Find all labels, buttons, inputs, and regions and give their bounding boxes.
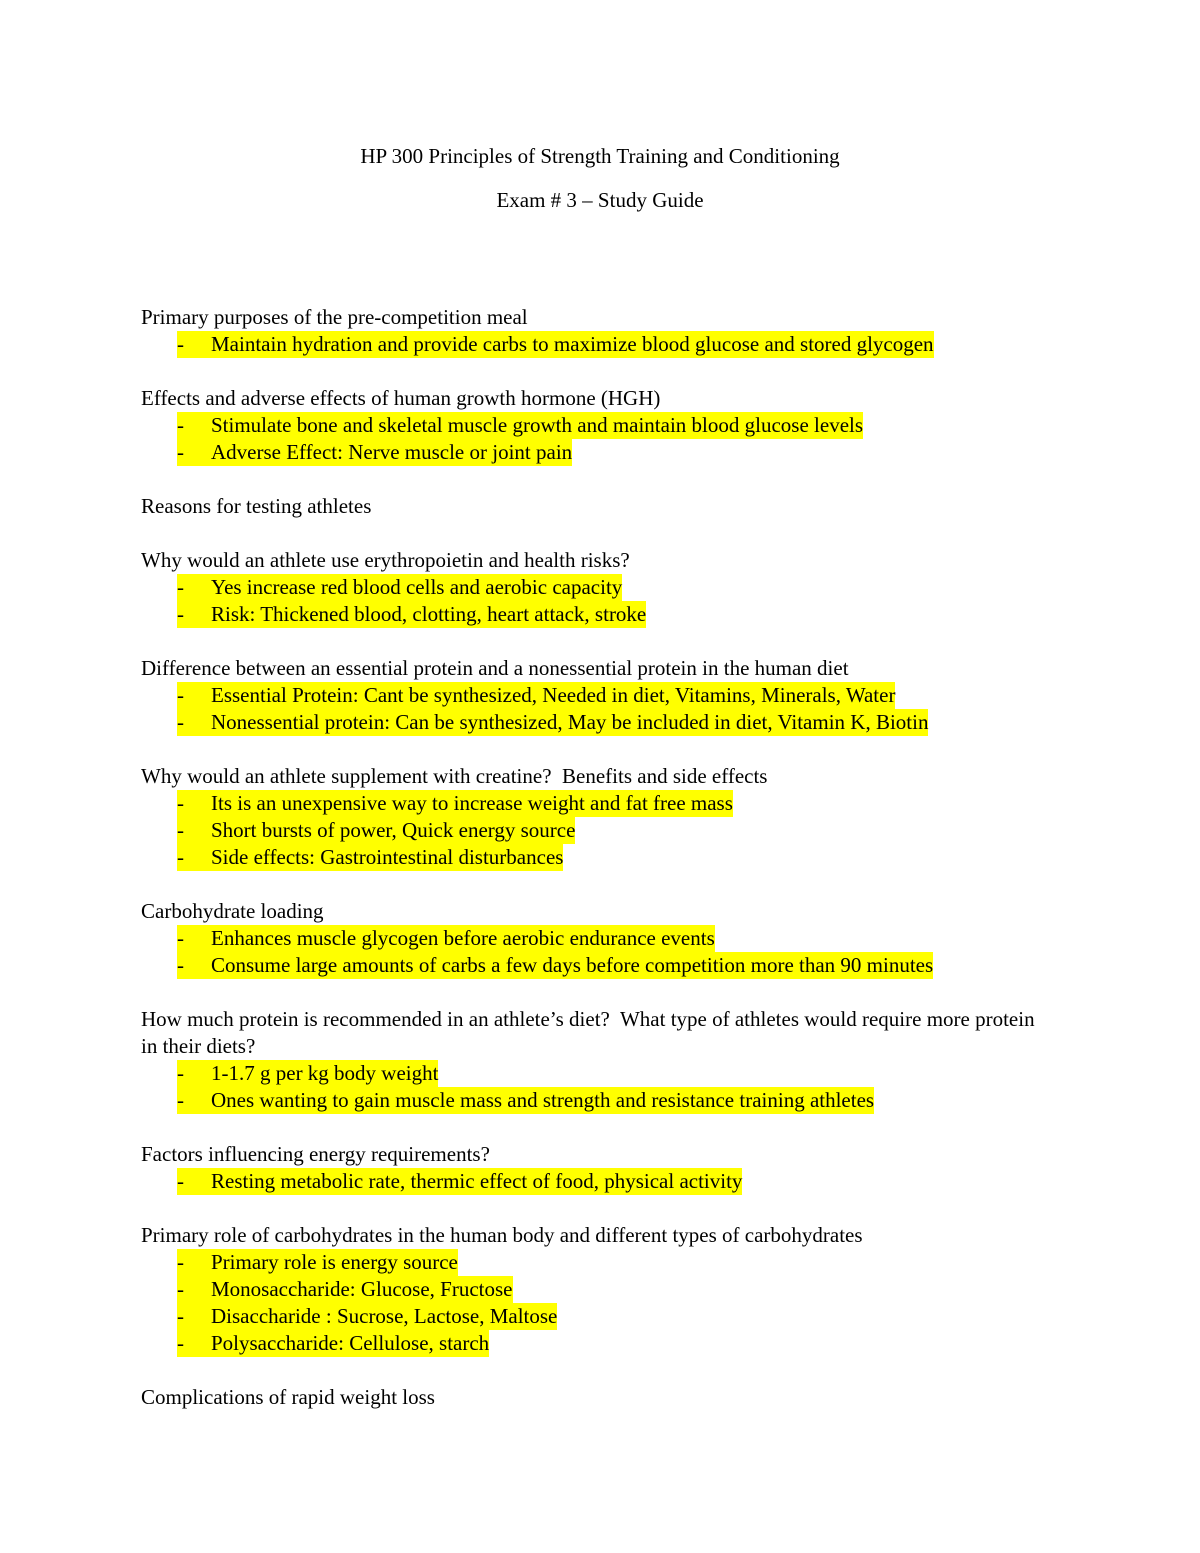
study-guide-section — [141, 493, 1041, 520]
answer-item — [141, 439, 1041, 466]
dash-bullet — [177, 1087, 212, 1114]
section-question: Factors influencing energy requirements? — [141, 1142, 490, 1166]
answer-item — [141, 1303, 1041, 1330]
highlighted-answer: Monosaccharide: Glucose, Fructose — [211, 1277, 513, 1301]
highlighted-answer: Disaccharide : Sucrose, Lactose, Maltose — [211, 1304, 558, 1328]
answer-item — [141, 601, 1041, 628]
dash-bullet — [177, 952, 212, 979]
answer-item — [141, 1168, 1041, 1195]
dash-bullet — [177, 1060, 212, 1087]
highlighted-answer: Ones wanting to gain muscle mass and strength and resistance training athletes — [211, 1088, 875, 1112]
highlighted-answer: Nonessential protein: Can be synthesized, May be included in diet, Vitamin K, Biotin — [211, 710, 929, 734]
answer-list — [141, 1249, 1041, 1357]
dash-glyph: - — [177, 818, 184, 842]
dash-bullet — [177, 925, 212, 952]
highlighted-answer: Resting metabolic rate, thermic effect of food, physical activity — [211, 1169, 743, 1193]
study-guide-section — [141, 304, 1041, 358]
section-question: Reasons for testing athletes — [141, 494, 372, 518]
highlighted-answer: Stimulate bone and skeletal muscle growth and maintain blood glucose levels — [211, 413, 864, 437]
answer-item — [141, 1249, 1041, 1276]
study-guide-section — [141, 1222, 1041, 1357]
section-question: Why would an athlete supplement with creatine? Benefits and side effects — [141, 764, 768, 788]
answer-item — [141, 412, 1041, 439]
study-guide-section — [141, 547, 1041, 628]
study-guide-content — [141, 304, 1041, 1438]
highlighted-answer: Adverse Effect: Nerve muscle or joint pain — [211, 440, 573, 464]
section-question: Effects and adverse effects of human growth hormone (HGH) — [141, 386, 661, 410]
answer-item — [141, 1276, 1041, 1303]
dash-glyph: - — [177, 791, 184, 815]
dash-bullet — [177, 1276, 212, 1303]
highlighted-answer: Essential Protein: Cant be synthesized, Needed in diet, Vitamins, Minerals, Water — [211, 683, 896, 707]
section-question: How much protein is recommended in an athlete’s diet? What type of athletes would require more protein in their diets? — [141, 1007, 1040, 1058]
answer-item — [141, 709, 1041, 736]
dash-bullet — [177, 1330, 212, 1357]
dash-glyph: - — [177, 575, 184, 599]
study-guide-section — [141, 655, 1041, 736]
answer-item — [141, 790, 1041, 817]
course-title: HP 300 Principles of Strength Training and Conditioning — [360, 144, 840, 168]
answer-item — [141, 1060, 1041, 1087]
dash-glyph: - — [177, 953, 184, 977]
dash-glyph: - — [177, 845, 184, 869]
answer-list — [141, 790, 1041, 871]
highlighted-answer: Risk: Thickened blood, clotting, heart attack, stroke — [211, 602, 647, 626]
answer-list — [141, 682, 1041, 736]
highlighted-answer: Consume large amounts of carbs a few days before competition more than 90 minutes — [211, 953, 934, 977]
dash-glyph: - — [177, 332, 184, 356]
answer-item — [141, 1087, 1041, 1114]
dash-bullet — [177, 709, 212, 736]
dash-glyph: - — [177, 1304, 184, 1328]
study-guide-section — [141, 1141, 1041, 1195]
dash-bullet — [177, 682, 212, 709]
dash-glyph: - — [177, 413, 184, 437]
study-guide-section — [141, 1384, 1041, 1411]
dash-bullet — [177, 412, 212, 439]
highlighted-answer: Yes increase red blood cells and aerobic capacity — [211, 575, 623, 599]
answer-item — [141, 331, 1041, 358]
section-question: Carbohydrate loading — [141, 899, 324, 923]
highlighted-answer: Short bursts of power, Quick energy source — [211, 818, 576, 842]
section-question: Difference between an essential protein and a nonessential protein in the human diet — [141, 656, 849, 680]
answer-item — [141, 952, 1041, 979]
dash-glyph: - — [177, 683, 184, 707]
highlighted-answer: Primary role is energy source — [211, 1250, 458, 1274]
study-guide-section — [141, 763, 1041, 871]
study-guide-section — [141, 898, 1041, 979]
answer-item — [141, 682, 1041, 709]
highlighted-answer: Its is an unexpensive way to increase weight and fat free mass — [211, 791, 733, 815]
answer-list — [141, 412, 1041, 466]
answer-list — [141, 1168, 1041, 1195]
dash-bullet — [177, 601, 212, 628]
answer-item — [141, 574, 1041, 601]
section-question: Complications of rapid weight loss — [141, 1385, 435, 1409]
dash-bullet — [177, 844, 212, 871]
section-question: Primary purposes of the pre-competition meal — [141, 305, 528, 329]
section-question: Primary role of carbohydrates in the human body and different types of carbohydrates — [141, 1223, 863, 1247]
answer-item — [141, 817, 1041, 844]
dash-glyph: - — [177, 710, 184, 734]
dash-bullet — [177, 1168, 212, 1195]
highlighted-answer: Side effects: Gastrointestinal disturbances — [211, 845, 564, 869]
section-question: Why would an athlete use erythropoietin and health risks? — [141, 548, 630, 572]
answer-item — [141, 925, 1041, 952]
answer-list — [141, 925, 1041, 979]
answer-item — [141, 1330, 1041, 1357]
dash-bullet — [177, 439, 212, 466]
dash-bullet — [177, 817, 212, 844]
dash-bullet — [177, 1303, 212, 1330]
dash-glyph: - — [177, 1088, 184, 1112]
highlighted-answer: Polysaccharide: Cellulose, starch — [211, 1331, 490, 1355]
highlighted-answer: 1-1.7 g per kg body weight — [211, 1061, 439, 1085]
dash-glyph: - — [177, 926, 184, 950]
dash-bullet — [177, 574, 212, 601]
highlighted-answer: Enhances muscle glycogen before aerobic endurance events — [211, 926, 715, 950]
answer-list — [141, 574, 1041, 628]
dash-glyph: - — [177, 440, 184, 464]
dash-glyph: - — [177, 602, 184, 626]
document-subtitle: Exam # 3 – Study Guide — [496, 188, 704, 212]
dash-bullet — [177, 1249, 212, 1276]
dash-glyph: - — [177, 1169, 184, 1193]
answer-list — [141, 331, 1041, 358]
study-guide-section — [141, 385, 1041, 466]
highlighted-answer: Maintain hydration and provide carbs to maximize blood glucose and stored glycogen — [211, 332, 934, 356]
dash-glyph: - — [177, 1331, 184, 1355]
dash-glyph: - — [177, 1061, 184, 1085]
dash-bullet — [177, 331, 212, 358]
dash-glyph: - — [177, 1250, 184, 1274]
dash-bullet — [177, 790, 212, 817]
dash-glyph: - — [177, 1277, 184, 1301]
answer-list — [141, 1060, 1041, 1114]
answer-item — [141, 844, 1041, 871]
study-guide-section — [141, 1006, 1041, 1114]
